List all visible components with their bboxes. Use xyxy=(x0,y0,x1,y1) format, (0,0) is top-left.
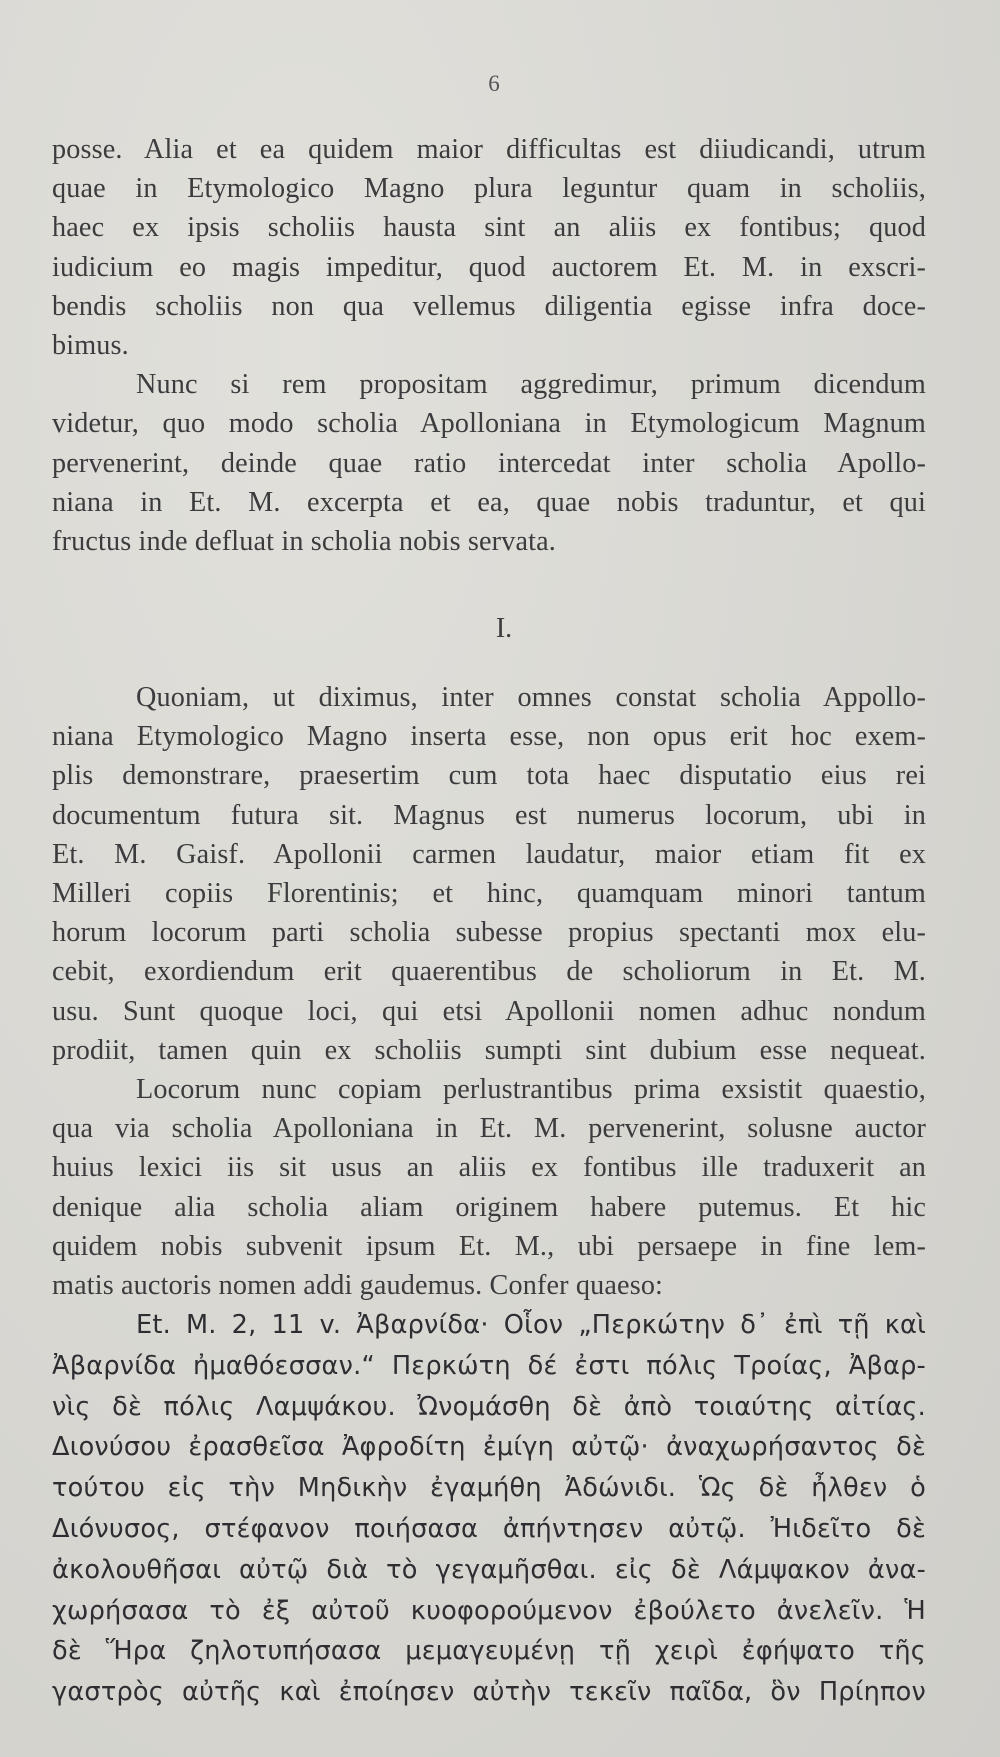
text-line: Διόνυσος, στέφανον ποιήσασα ἀπήντησεν αὐτῷ. Ἠιδεῖτο δὲ xyxy=(52,1514,926,1545)
text-line: cebit, exordiendum erit quaerentibus de scholiorum in Et. M. xyxy=(52,956,926,988)
page-number: 6 xyxy=(488,71,500,96)
paragraph-1 xyxy=(52,130,926,365)
text-line: δὲ Ἥρα ζηλοτυπήσασα μεμαγευμένῃ τῇ χειρὶ ἐφήψατο τῆς xyxy=(52,1636,926,1667)
text-line: usu. Sunt quoque loci, qui etsi Apollonii nomen adhuc nondum xyxy=(52,995,926,1027)
document-page xyxy=(52,70,926,1740)
text-line: quae in Etymologico Magno plura leguntur quam in scholiis, xyxy=(52,173,926,205)
text-line: niana in Et. M. excerpta et ea, quae nobis traduntur, et qui xyxy=(52,486,926,518)
text-line: posse. Alia et ea quidem maior difficultas est diiudicandi, utrum xyxy=(52,134,926,165)
text-line: ἀκολουθῆσαι αὐτῷ διὰ τὸ γεγαμῆσθαι. εἰς δὲ Λάμψακον ἀνα- xyxy=(52,1554,926,1585)
text-line: quidem nobis subvenit ipsum Et. M., ubi persaepe in fine lem- xyxy=(52,1230,926,1262)
text-line: Milleri copiis Florentinis; et hinc, quamquam minori tantum xyxy=(52,878,926,909)
text-line: plis demonstrare, praesertim cum tota haec disputatio eius rei xyxy=(52,760,926,792)
text-line: qua via scholia Apolloniana in Et. M. pervenerint, solusne auctor xyxy=(52,1113,926,1145)
spacer xyxy=(52,561,926,609)
text-line: horum locorum parti scholia subesse propius spectanti mox elu- xyxy=(52,917,926,949)
text-line: bimus. xyxy=(52,329,129,361)
text-line: videtur, quo modo scholia Apolloniana in Etymologicum Magnum xyxy=(52,408,926,440)
text-line: γαστρὸς αὐτῆς καὶ ἐποίησεν αὐτὴν τεκεῖν παῖδα, ὃν Πρίηπον xyxy=(52,1677,926,1708)
text-line: Locorum nunc copiam perlustrantibus prima exsistit quaestio, xyxy=(136,1073,926,1105)
text-line: Nunc si rem propositam aggredimur, primum dicendum xyxy=(136,369,926,401)
spacer xyxy=(52,648,926,678)
text-line: documentum futura sit. Magnus est numerus locorum, ubi in xyxy=(52,799,926,831)
text-line: fructus inde defluat in scholia nobis servata. xyxy=(52,525,556,557)
text-line: Quoniam, ut diximus, inter omnes constat scholia Appollo- xyxy=(136,682,926,714)
text-line: iudicium eo magis impeditur, quod auctorem Et. M. in exscri- xyxy=(52,251,926,283)
text-line: denique alia scholia aliam originem habere putemus. Et hic xyxy=(52,1191,926,1223)
text-line: χωρήσασα τὸ ἐξ αὐτοῦ κυοφορούμενον ἐβούλετο ἀνελεῖν. Ἡ xyxy=(52,1595,926,1626)
section-heading: I. xyxy=(495,613,513,645)
paragraph-2 xyxy=(52,365,926,561)
text-line: νὶς δὲ πόλις Λαμψάκου. Ὠνομάσθη δὲ ἀπὸ τοιαύτης αἰτίας. xyxy=(52,1391,926,1422)
text-line: haec ex ipsis scholiis hausta sint an aliis ex fontibus; quod xyxy=(52,212,926,244)
text-line: huius lexici iis sit usus an aliis ex fontibus ille traduxerit an xyxy=(52,1152,926,1184)
text-line: Διονύσου ἐρασθεῖσα Ἀφροδίτη ἐμίγη αὐτῷ· ἀναχωρήσαντος δὲ xyxy=(52,1432,926,1463)
text-line: pervenerint, deinde quae ratio intercedat inter scholia Apollo- xyxy=(52,447,926,479)
text-line: Ἀβαρνίδα ἠμαθόεσσαν.“ Περκώτη δέ ἐστι πόλις Τροίας, Ἀβαρ- xyxy=(52,1350,926,1381)
paragraph-3 xyxy=(52,678,926,1070)
text-line: τούτου εἰς τὴν Μηδικὴν ἐγαμήθη Ἀδώνιδι. Ὡς δὲ ἦλθεν ὁ xyxy=(52,1473,926,1504)
text-line: Et. M. 2, 11 v. Ἀβαρνίδα· Οἷον „Περκώτην δ᾽ ἐπὶ τῇ καὶ xyxy=(136,1310,926,1341)
text-line: bendis scholiis non qua vellemus diligentia egisse infra doce- xyxy=(52,290,926,322)
text-line: niana Etymologico Magno inserta esse, non opus erit hoc exem- xyxy=(52,721,926,753)
paragraph-5-greek-citation xyxy=(52,1305,926,1713)
text-line: matis auctoris nomen addi gaudemus. Confer quaeso: xyxy=(52,1269,664,1301)
text-line: prodiit, tamen quin ex scholiis sumpti sint dubium esse nequeat. xyxy=(52,1034,926,1066)
paragraph-4 xyxy=(52,1070,926,1305)
text-line: Et. M. Gaisf. Apollonii carmen laudatur, maior etiam fit ex xyxy=(52,838,926,870)
